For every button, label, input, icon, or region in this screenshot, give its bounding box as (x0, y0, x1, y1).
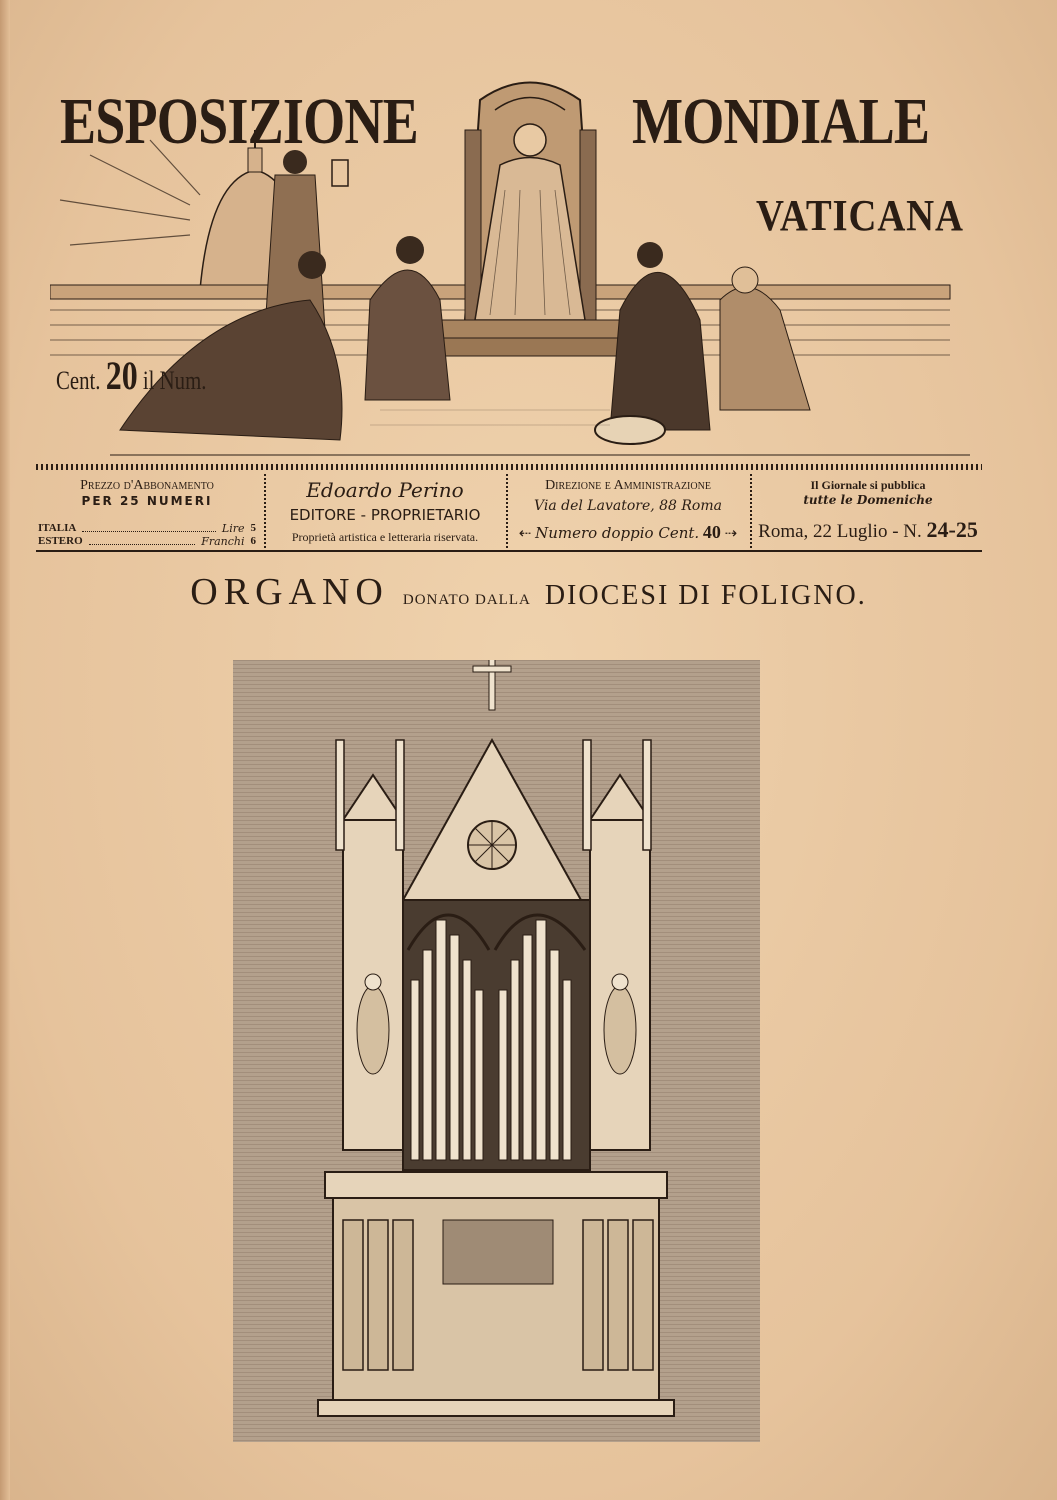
publisher-role: EDITORE - PROPRIETARIO (289, 506, 481, 524)
schedule-line-2: tutte le Domeniche (803, 493, 933, 507)
double-issue (510, 522, 746, 543)
subscription-row (36, 535, 258, 548)
currency: Franchi (201, 535, 245, 548)
article-headline (0, 570, 1057, 614)
administration-heading: Direzione e Amministrazione (545, 478, 711, 493)
amount: 5 (250, 522, 256, 534)
dateline-text: Roma, 22 Luglio - N. (758, 521, 922, 542)
organ-engraving (233, 660, 760, 1442)
publisher-box (268, 478, 502, 545)
subscription-per: PER 25 NUMERI (81, 494, 213, 508)
headline-diocesi: DIOCESI DI FOLIGNO. (544, 580, 867, 611)
administration-address: Via del Lavatore, 88 Roma (533, 498, 722, 514)
publisher-rights: Proprietà artistica e letteraria riservata. (291, 530, 479, 544)
column-divider (506, 474, 508, 552)
masthead-title-left: ESPOSIZIONE (60, 85, 418, 158)
subscription-box (36, 478, 258, 548)
price-suffix: il Num. (142, 366, 207, 395)
arrow-right-icon: ⇢ (724, 526, 738, 542)
issue-price (56, 352, 206, 399)
price-prefix: Cent. (56, 366, 101, 395)
page-spine-shadow (0, 0, 10, 1500)
schedule-line-1: Il Giornale si pubblica (810, 478, 926, 492)
masthead-subtitle: VATICANA (756, 191, 964, 240)
country: ESTERO (38, 535, 83, 547)
column-divider (750, 474, 752, 552)
column-divider (264, 474, 266, 552)
subscription-row (36, 522, 258, 535)
double-issue-price: 40 (702, 522, 721, 542)
arrow-left-icon: ⇠ (518, 526, 532, 542)
issue-box (754, 478, 982, 543)
publisher-name: Edoardo Perino (306, 478, 464, 502)
currency: Lire (221, 522, 245, 535)
band-top-rule (36, 464, 982, 470)
amount: 6 (250, 535, 256, 547)
headline-organo: ORGANO (190, 571, 389, 613)
price-value: 20 (105, 353, 138, 398)
double-issue-label: Numero doppio Cent. (535, 524, 700, 542)
headline-donato: DONATO DALLA (402, 592, 531, 608)
masthead-title-right: MONDIALE (632, 85, 930, 158)
administration-box (510, 478, 746, 543)
dateline (754, 517, 982, 543)
country: ITALIA (38, 522, 77, 534)
band-bottom-rule (36, 550, 982, 552)
subscription-heading: Prezzo d'Abbonamento (80, 478, 214, 493)
issue-number: 24-25 (926, 517, 978, 542)
